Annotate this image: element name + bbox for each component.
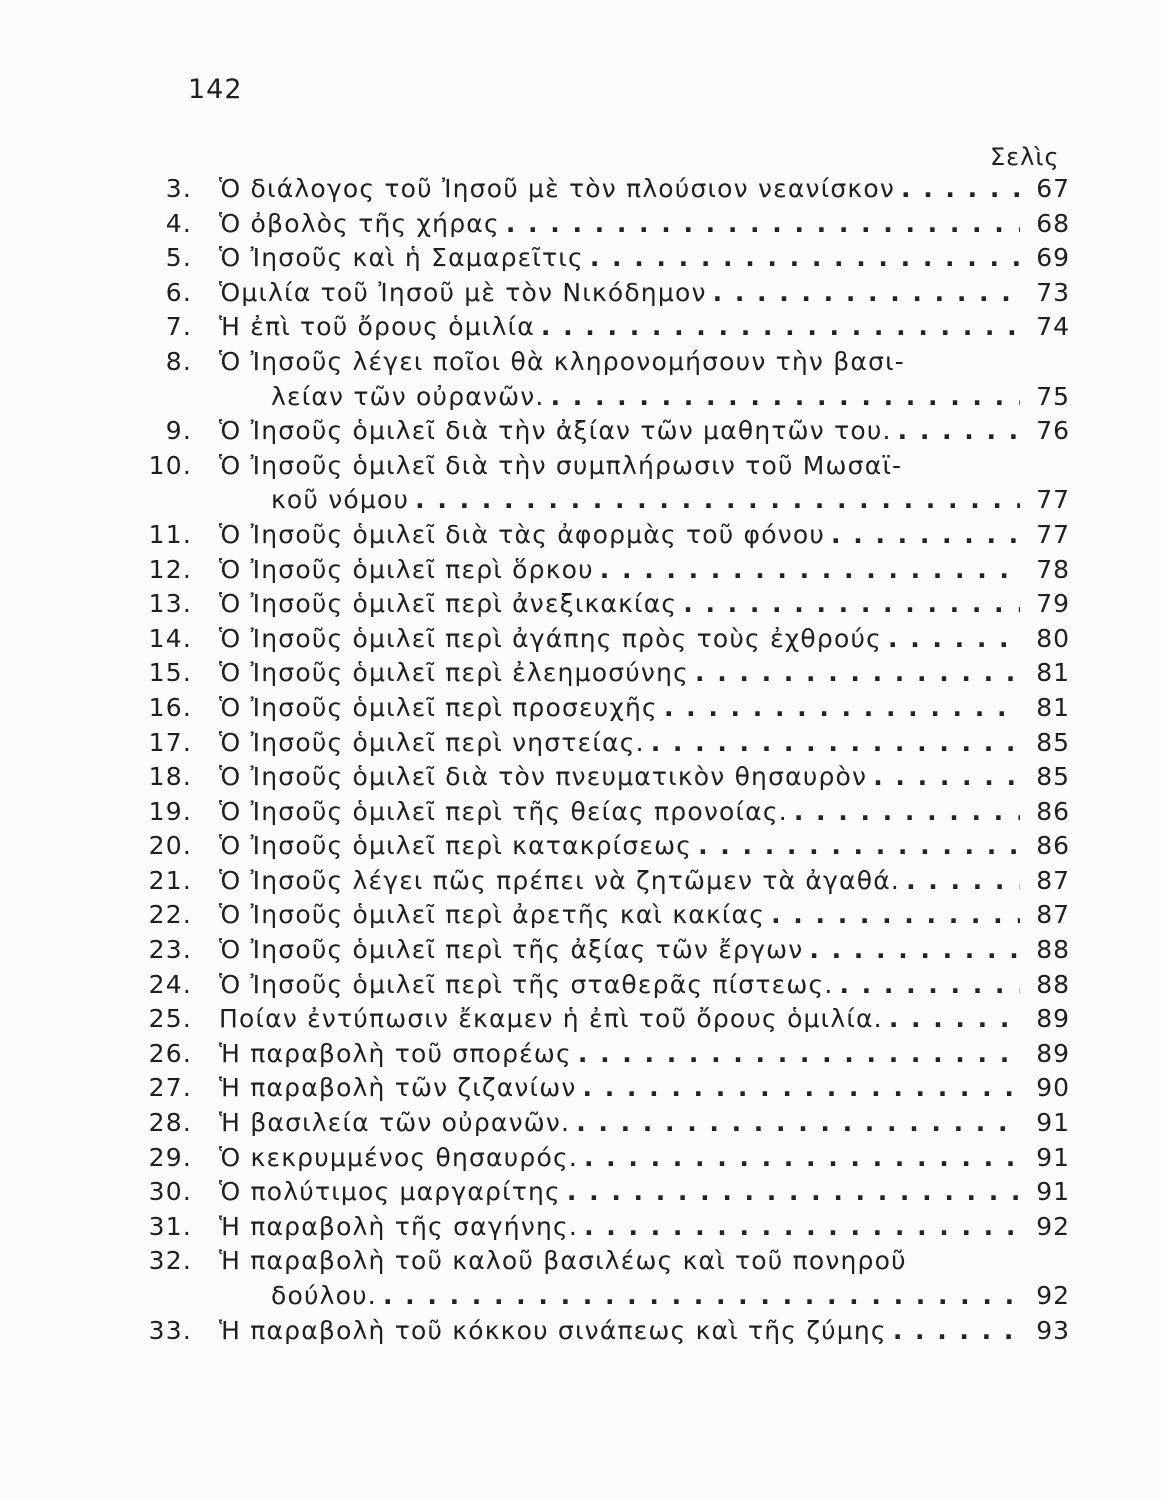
entry-title: Ἡ παραβολὴ τῆς σαγήνης. [219,1211,579,1241]
entry-title: Ὁ Ἰησοῦς λέγει πῶς πρέπει νὰ ζητῶμεν τὰ ἀγαθά. [219,865,901,895]
entry-page-number: 76 [1036,416,1070,446]
entry-title: Ὁ Ἰησοῦς ὁμιλεῖ περὶ ἀνεξικακίας [219,589,678,619]
entry-title: Ἡ παραβολὴ τοῦ κόκκου σινάπεως καὶ τῆς ζύμης [219,1315,887,1345]
dot-leader [683,587,1020,622]
page-number: 142 [188,74,243,105]
dot-leader [695,656,1020,691]
entry-title: Ὁ διάλογος τοῦ Ἰησοῦ μὲ τὸν πλούσιον νεανίσκον [219,174,896,203]
entry-number: 22. [148,900,192,930]
entry-number: 6. [165,277,192,307]
entry-number: 31. [148,1211,192,1241]
entry-number: 20. [148,831,192,861]
entry-title: Ὁ Ἰησοῦς ὁμιλεῖ περὶ ἐλεημοσύνης [219,658,689,688]
entry-number: 4. [165,208,192,238]
entry-title: Ὁ Ἰησοῦς καὶ ἡ Σαμαρεῖτις [219,243,584,273]
dot-leader [771,898,1020,933]
toc-entry-line [140,449,1070,484]
entry-title: Ἡ παραβολὴ τῶν ζιζανίων [219,1073,577,1103]
toc-entry-line [140,518,1070,553]
dot-leader [839,968,1020,1003]
entry-title: Ὁ Ἰησοῦς ὁμιλεῖ διὰ τὰς ἀφορμὰς τοῦ φόνου [219,519,826,549]
entry-page-number: 91 [1036,1142,1070,1172]
dot-leader [698,829,1020,864]
entry-page-number: 90 [1036,1073,1070,1103]
entry-title: Ὁ Ἰησοῦς ὁμιλεῖ περὶ τῆς ἀξίας τῶν ἔργων [219,935,804,965]
dot-leader [583,1071,1020,1106]
toc-entry-line [140,968,1070,1003]
toc-entry-line [140,553,1070,588]
entry-number: 11. [148,519,192,549]
dot-leader [713,276,1020,311]
entry-number: 17. [148,727,192,757]
dot-leader [567,1175,1020,1210]
dot-leader [506,207,1020,242]
entry-title: Ὁ Ἰησοῦς ὁμιλεῖ διὰ τὴν ἀξίαν τῶν μαθητῶν του. [219,416,892,446]
entry-title: Ὁ κεκρυμμένος θησαυρός. [219,1142,578,1172]
entry-page-number: 89 [1036,1038,1070,1068]
dot-leader [415,483,1020,518]
dot-leader [831,518,1020,553]
entry-title: λείαν τῶν οὐρανῶν. [271,381,545,411]
entry-number: 5. [165,243,192,273]
entry-page-number: 92 [1036,1281,1070,1310]
entry-number: 8. [165,346,192,376]
entry-page-number: 81 [1036,692,1070,722]
entry-page-number: 77 [1036,485,1070,515]
toc-entry-line [140,276,1070,311]
dot-leader [898,414,1020,449]
entry-page-number: 69 [1036,243,1070,273]
dot-leader [809,933,1020,968]
entry-page-number: 88 [1036,969,1070,999]
dot-leader [873,760,1020,795]
dot-leader [600,553,1020,588]
entry-page-number: 92 [1036,1211,1070,1241]
table-of-contents [140,172,1070,1348]
entry-number: 23. [148,935,192,965]
entry-title: Ὁ Ἰησοῦς ὁμιλεῖ περὶ νηστείας. [219,727,645,757]
entry-number: 21. [148,865,192,895]
entry-title: Ὁμιλία τοῦ Ἰησοῦ μὲ τὸν Νικόδημον [219,277,707,307]
toc-entry-line [140,241,1070,276]
dot-leader [576,1106,1020,1141]
toc-entry-line [140,622,1070,657]
toc-entry-line [140,345,1070,380]
dot-leader [794,795,1020,830]
entry-page-number: 80 [1036,623,1070,653]
column-header: Σελὶς [990,143,1060,171]
dot-leader [893,1314,1020,1349]
toc-entry-line [140,172,1070,207]
toc-entry-line [140,1279,1070,1314]
entry-title: Ἡ ἐπὶ τοῦ ὄρους ὁμιλία [219,312,535,342]
entry-number: 27. [148,1073,192,1103]
toc-entry-line [140,380,1070,415]
toc-entry-line [140,1244,1070,1279]
entry-number: 19. [148,796,192,826]
entry-title: Ὁ Ἰησοῦς ὁμιλεῖ περὶ ὅρκου [219,554,594,584]
toc-entry-line [140,1210,1070,1245]
entry-title: Ὁ πολύτιμος μαργαρίτης [219,1177,561,1207]
toc-entry-line [140,864,1070,899]
toc-entry-line [140,1037,1070,1072]
entry-title: Ὁ Ἰησοῦς ὁμιλεῖ περὶ ἀρετῆς καὶ κακίας [219,900,766,930]
entry-page-number: 75 [1036,381,1070,411]
entry-page-number: 85 [1036,727,1070,757]
toc-entry-line [140,483,1070,518]
entry-page-number: 93 [1036,1315,1070,1345]
entry-title: Ὁ Ἰησοῦς ὁμιλεῖ περὶ κατακρίσεως [219,831,693,861]
entry-page-number: 87 [1036,900,1070,930]
toc-entry-line [140,310,1070,345]
entry-page-number: 86 [1036,831,1070,861]
toc-entry-line [140,1106,1070,1141]
entry-page-number: 68 [1036,208,1070,238]
entry-page-number: 79 [1036,589,1070,619]
entry-number: 33. [148,1315,192,1345]
toc-entry-line [140,207,1070,242]
dot-leader [383,1279,1020,1314]
entry-number: 10. [148,450,192,480]
entry-page-number: 86 [1036,796,1070,826]
entry-number: 28. [148,1108,192,1138]
toc-entry-line [140,1175,1070,1210]
entry-page-number: 87 [1036,865,1070,895]
toc-entry-line [140,898,1070,933]
entry-page-number: 89 [1036,1004,1070,1034]
toc-entry-line [140,829,1070,864]
entry-page-number: 78 [1036,554,1070,584]
dot-leader [906,864,1020,899]
entry-title: Ὁ Ἰησοῦς ὁμιλεῖ περὶ προσευχῆς [219,692,658,722]
entry-title: Ὁ Ἰησοῦς ὁμιλεῖ διὰ τὴν συμπλήρωσιν τοῦ Μωσαϊ- [219,450,903,480]
entry-number: 32. [148,1246,192,1276]
entry-number: 30. [148,1177,192,1207]
toc-entry-line [140,414,1070,449]
entry-page-number: 67 [1036,174,1070,203]
entry-page-number: 81 [1036,658,1070,688]
entry-page-number: 73 [1036,277,1070,307]
entry-number: 29. [148,1142,192,1172]
dot-leader [584,1141,1020,1176]
entry-number: 3. [165,174,192,203]
dot-leader [901,172,1020,207]
entry-number: 25. [148,1004,192,1034]
toc-entry-line [140,656,1070,691]
entry-number: 7. [165,312,192,342]
dot-leader [889,1002,1020,1037]
entry-number: 16. [148,692,192,722]
entry-title: Ὁ Ἰησοῦς λέγει ποῖοι θὰ κληρονομήσουν τὴν βασι- [219,346,906,376]
entry-page-number: 91 [1036,1108,1070,1138]
entry-page-number: 74 [1036,312,1070,342]
toc-entry-line [140,1002,1070,1037]
entry-number: 12. [148,554,192,584]
entry-page-number: 88 [1036,935,1070,965]
toc-entry-line [140,1071,1070,1106]
entry-title: Ὁ ὀβολὸς τῆς χήρας [219,208,500,238]
entry-title: δούλου. [271,1281,377,1310]
toc-entry-line [140,691,1070,726]
dot-leader [590,241,1020,276]
entry-number: 18. [148,762,192,792]
entry-number: 14. [148,623,192,653]
dot-leader [664,691,1020,726]
entry-title: Ἡ παραβολὴ τοῦ καλοῦ βασιλέως καὶ τοῦ πονηροῦ [219,1246,907,1276]
entry-number: 13. [148,589,192,619]
entry-page-number: 77 [1036,519,1070,549]
entry-number: 24. [148,969,192,999]
entry-title: Ποίαν ἐντύπωσιν ἔκαμεν ἡ ἐπὶ τοῦ ὄρους ὁμιλία. [219,1004,883,1034]
toc-entry-line [140,795,1070,830]
dot-leader [541,310,1020,345]
entry-page-number: 85 [1036,762,1070,792]
toc-entry-line [140,726,1070,761]
dot-leader [651,726,1020,761]
toc-entry-line [140,1141,1070,1176]
entry-title: Ἡ βασιλεία τῶν οὐρανῶν. [219,1108,571,1138]
entry-title: Ὁ Ἰησοῦς ὁμιλεῖ περὶ τῆς θείας προνοίας. [219,796,788,826]
toc-entry-line [140,1314,1070,1349]
dot-leader [888,622,1020,657]
entry-number: 9. [165,416,192,446]
dot-leader [551,380,1020,415]
toc-entry-line [140,933,1070,968]
toc-entry-line [140,587,1070,622]
entry-title: Ὁ Ἰησοῦς ὁμιλεῖ περὶ τῆς σταθερᾶς πίστεως. [219,969,834,999]
dot-leader [584,1210,1020,1245]
entry-page-number: 91 [1036,1177,1070,1207]
entry-number: 15. [148,658,192,688]
entry-number: 26. [148,1038,192,1068]
dot-leader [578,1037,1020,1072]
toc-entry-line [140,760,1070,795]
entry-title: Ὁ Ἰησοῦς ὁμιλεῖ περὶ ἀγάπης πρὸς τοὺς ἐχθρούς [219,623,883,653]
entry-title: Ἡ παραβολὴ τοῦ σπορέως [219,1038,572,1068]
entry-title: Ὁ Ἰησοῦς ὁμιλεῖ διὰ τὸν πνευματικὸν θησαυρὸν [219,762,868,792]
entry-title: κοῦ νόμου [271,485,410,515]
